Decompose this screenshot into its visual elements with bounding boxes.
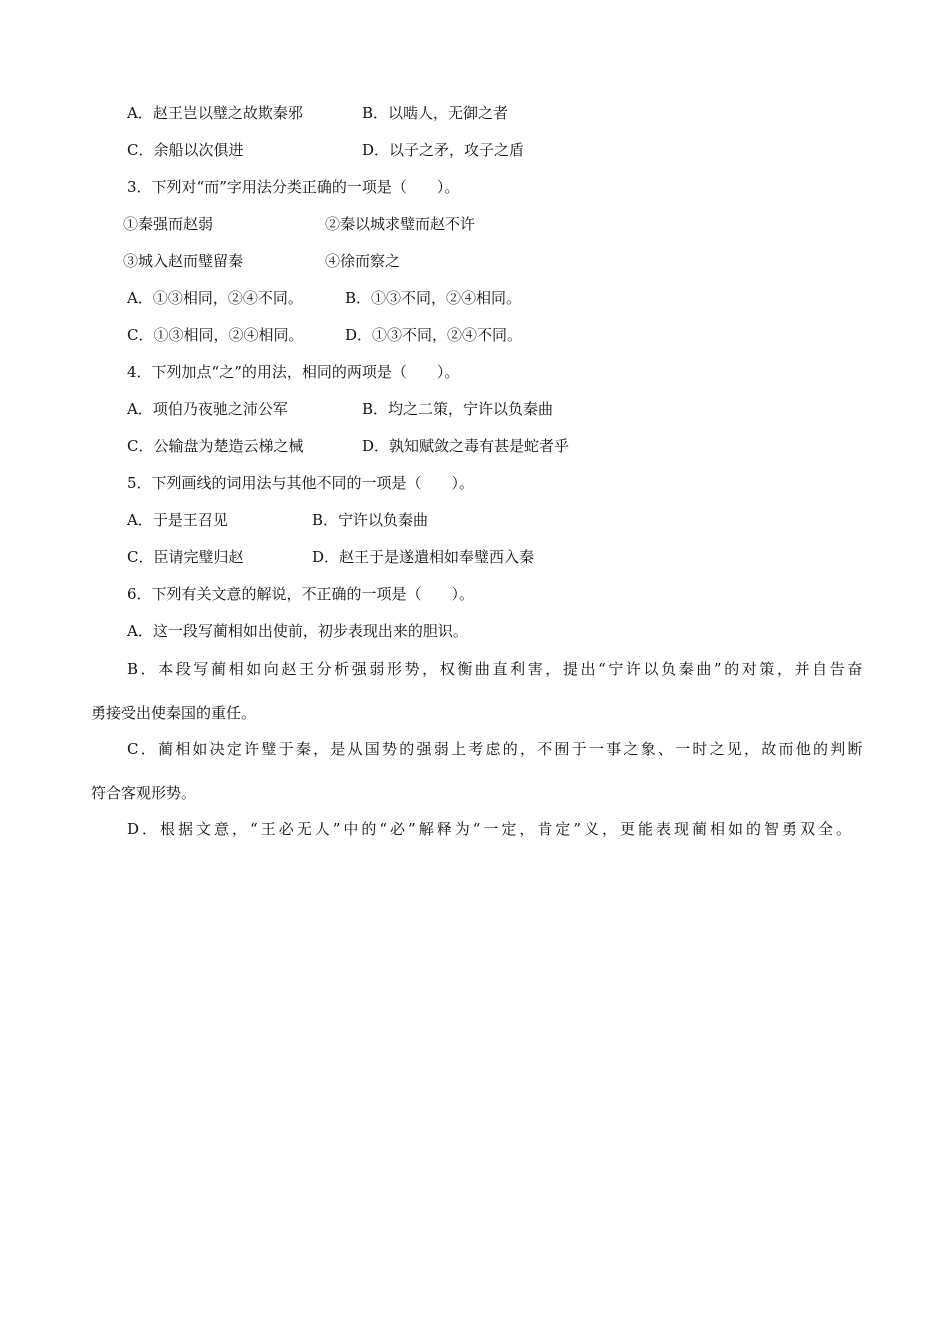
q2-option-d: D．以子之矛，攻子之盾 xyxy=(362,141,525,159)
q3-option-b: B．①③不同，②④相同。 xyxy=(345,289,522,307)
q2-option-a: A．赵王岂以璧之故欺秦邪 xyxy=(127,104,303,122)
q2-option-c: C．余船以次俱进 xyxy=(127,141,244,159)
q6-option-c-line-2: 符合客观形势。 xyxy=(91,784,197,802)
q5-option-a: A．于是王召见 xyxy=(127,511,228,529)
q6-option-a: A．这一段写蔺相如出使前，初步表现出来的胆识。 xyxy=(127,622,468,640)
q5-stem: 5．下列画线的词用法与其他不同的一项是（ ）。 xyxy=(127,474,475,492)
q3-sentence-3: ③城入赵而璧留秦 xyxy=(123,252,244,270)
q6-option-b-line-2: 勇接受出使秦国的重任。 xyxy=(91,704,257,722)
q6-stem: 6．下列有关文意的解说，不正确的一项是（ ）。 xyxy=(127,585,475,603)
q3-sentence-4: ④徐而察之 xyxy=(325,252,401,270)
q3-sentence-1: ①秦强而赵弱 xyxy=(123,215,214,233)
q6-option-c-line-1: C．蔺相如决定许璧于秦，是从国势的强弱上考虑的，不囿于一事之象、一时之见，故而他的判断 xyxy=(127,740,865,758)
q4-option-c: C．公输盘为楚造云梯之械 xyxy=(127,437,304,455)
q5-option-b: B．宁许以负秦曲 xyxy=(312,511,429,529)
q3-option-d: D．①③不同，②④不同。 xyxy=(345,326,523,344)
q3-sentence-2: ②秦以城求璧而赵不许 xyxy=(325,215,476,233)
q4-stem: 4．下列加点“之”的用法，相同的两项是（ ）。 xyxy=(127,363,460,381)
q4-option-d: D．孰知赋敛之毒有甚是蛇者乎 xyxy=(362,437,570,455)
q3-stem: 3．下列对“而”字用法分类正确的一项是（ ）。 xyxy=(127,178,460,196)
q5-option-c: C．臣请完璧归赵 xyxy=(127,548,244,566)
q3-option-a: A．①③相同，②④不同。 xyxy=(127,289,303,307)
q6-option-d: D．根据文意，“王必无人”中的“必”解释为“一定，肯定”义，更能表现蔺相如的智勇双全。 xyxy=(127,820,855,838)
q2-option-b: B．以啮人，无御之者 xyxy=(362,104,509,122)
q4-option-b: B．均之二策，宁许以负秦曲 xyxy=(362,400,554,418)
q5-option-d: D．赵王于是遂遣相如奉璧西入秦 xyxy=(312,548,535,566)
q4-option-a: A．项伯乃夜驰之沛公军 xyxy=(127,400,288,418)
q3-option-c: C．①③相同，②④相同。 xyxy=(127,326,304,344)
q6-option-b-line-1: B．本段写蔺相如向赵王分析强弱形势，权衡曲直利害，提出“宁许以负秦曲”的对策，并自告奋 xyxy=(127,660,865,678)
